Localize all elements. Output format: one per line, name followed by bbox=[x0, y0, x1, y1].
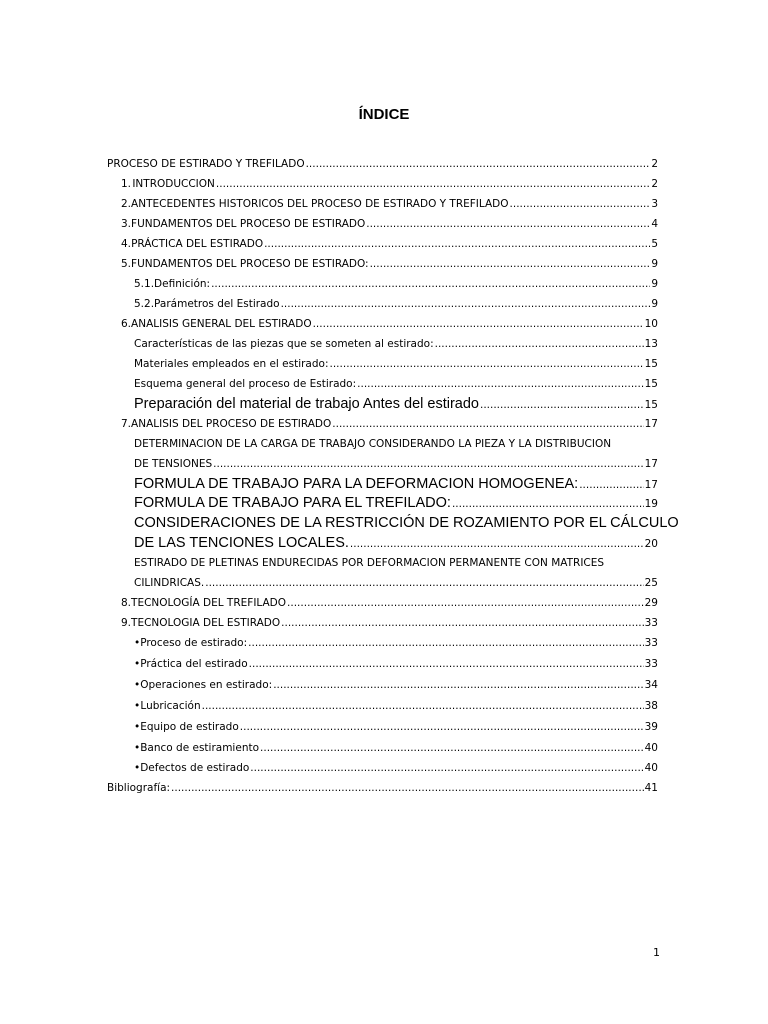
toc-entry[interactable] bbox=[134, 576, 658, 590]
toc-entry-label: Equipo de estirado bbox=[140, 721, 239, 733]
toc-entry-label: Parámetros del Estirado bbox=[154, 298, 280, 310]
toc-entry[interactable] bbox=[121, 596, 658, 610]
toc-entry[interactable] bbox=[121, 217, 658, 231]
toc-entry-page: 2 bbox=[651, 158, 658, 170]
toc-entry-label: Lubricación bbox=[140, 700, 201, 712]
toc-entry-page: 15 bbox=[644, 399, 658, 411]
toc-entry[interactable] bbox=[121, 237, 658, 251]
toc-entry[interactable] bbox=[134, 741, 658, 755]
bullet-icon: • bbox=[134, 721, 141, 733]
toc-entry-page: 38 bbox=[644, 700, 658, 712]
toc-entry-label: FUNDAMENTOS DEL PROCESO DE ESTIRADO bbox=[131, 218, 366, 230]
toc-entry[interactable] bbox=[134, 761, 658, 775]
toc-entry-number: 3. bbox=[121, 218, 132, 230]
toc-entry-page: 17 bbox=[644, 458, 658, 470]
toc-entry[interactable] bbox=[107, 781, 658, 795]
toc-entry[interactable] bbox=[134, 720, 658, 734]
toc-entry[interactable] bbox=[107, 157, 658, 171]
toc-entry-page: 2 bbox=[651, 178, 658, 190]
toc-entry-number: 8. bbox=[121, 597, 132, 609]
toc-entry-page: 9 bbox=[651, 298, 658, 310]
toc-entry-line[interactable] bbox=[134, 437, 658, 451]
toc-entry[interactable] bbox=[134, 337, 658, 351]
toc-entry-page: 13 bbox=[644, 338, 658, 350]
toc-entry-page: 17 bbox=[644, 418, 658, 430]
toc-entry[interactable] bbox=[121, 417, 658, 431]
toc-entry[interactable] bbox=[134, 495, 658, 513]
toc-entry-label: Proceso de estirado: bbox=[140, 637, 248, 649]
toc-entry-page: 40 bbox=[644, 762, 658, 774]
toc-entry-page: 20 bbox=[644, 538, 658, 550]
toc-entry-number: 2. bbox=[121, 198, 132, 210]
toc-entry-number: 4. bbox=[121, 238, 132, 250]
toc-entry-label: ANTECEDENTES HISTORICOS DEL PROCESO DE ESTIRADO Y TREFILADO bbox=[131, 198, 509, 210]
toc-entry-page: 33 bbox=[644, 637, 658, 649]
toc-entry-page: 17 bbox=[644, 479, 658, 491]
bullet-icon: • bbox=[134, 742, 141, 754]
toc-entry-label: Banco de estiramiento bbox=[140, 742, 260, 754]
toc-entry[interactable] bbox=[134, 377, 658, 391]
toc-entry-label: Defectos de estirado bbox=[140, 762, 250, 774]
bullet-icon: • bbox=[134, 658, 141, 670]
toc-entry-page: 19 bbox=[644, 498, 658, 510]
toc-entry-number: 7. bbox=[121, 418, 132, 430]
toc-entry-label: ESTIRADO DE PLETINAS ENDURECIDAS POR DEFORMACION PERMANENTE CON MATRICES bbox=[134, 557, 605, 569]
toc-entry-line[interactable] bbox=[134, 515, 679, 532]
toc-entry-label: PRÁCTICA DEL ESTIRADO bbox=[131, 238, 264, 250]
bullet-icon: • bbox=[134, 762, 141, 774]
toc-entry-label: Definición: bbox=[154, 278, 211, 290]
page-title: ÍNDICE bbox=[358, 106, 410, 123]
toc-entry-label: ANALISIS GENERAL DEL ESTIRADO bbox=[131, 318, 312, 330]
toc-entry-number: 5.2. bbox=[134, 298, 155, 310]
toc-entry-page: 33 bbox=[644, 617, 658, 629]
toc-entry[interactable] bbox=[134, 535, 658, 553]
toc-entry-label: DETERMINACION DE LA CARGA DE TRABAJO CONSIDERANDO LA PIEZA Y LA DISTRIBUCION bbox=[134, 438, 612, 450]
bullet-icon: • bbox=[134, 637, 141, 649]
toc-entry-page: 15 bbox=[644, 378, 658, 390]
bullet-icon: • bbox=[134, 700, 141, 712]
toc-entry[interactable] bbox=[121, 616, 658, 630]
toc-entry-page: 25 bbox=[644, 577, 658, 589]
toc-entry-label: FUNDAMENTOS DEL PROCESO DE ESTIRADO: bbox=[131, 258, 369, 270]
toc-entry-label: Preparación del material de trabajo Antes del estirado bbox=[134, 396, 479, 412]
toc-entry-label: PROCESO DE ESTIRADO Y TREFILADO bbox=[107, 158, 305, 170]
toc-entry[interactable] bbox=[134, 636, 658, 650]
toc-entry-page: 34 bbox=[644, 679, 658, 691]
toc-entry[interactable] bbox=[134, 277, 658, 291]
toc-entry[interactable] bbox=[134, 396, 658, 414]
toc-entry-page: 40 bbox=[644, 742, 658, 754]
toc-entry[interactable] bbox=[121, 257, 658, 271]
toc-entry-label: ANALISIS DEL PROCESO DE ESTIRADO bbox=[131, 418, 332, 430]
toc-entry-label: Operaciones en estirado: bbox=[140, 679, 273, 691]
toc-entry-page: 15 bbox=[644, 358, 658, 370]
toc-entry-label: CONSIDERACIONES DE LA RESTRICCIÓN DE ROZAMIENTO POR EL CÁLCULO bbox=[134, 515, 679, 531]
toc-entry-page: 5 bbox=[651, 238, 658, 250]
toc-entry-page: 33 bbox=[644, 658, 658, 670]
toc-entry-number: 9. bbox=[121, 617, 132, 629]
toc-entry-page: 9 bbox=[651, 278, 658, 290]
toc-entry-label: TECNOLOGÍA DEL TREFILADO bbox=[131, 597, 287, 609]
toc-entry-label: Esquema general del proceso de Estirado: bbox=[134, 378, 357, 390]
toc-entry[interactable] bbox=[134, 657, 658, 671]
toc-entry-label: FORMULA DE TRABAJO PARA EL TREFILADO: bbox=[134, 495, 451, 511]
page-number: 1 bbox=[653, 946, 660, 959]
toc-entry[interactable] bbox=[134, 297, 658, 311]
toc-entry-page: 3 bbox=[651, 198, 658, 210]
toc-entry[interactable] bbox=[134, 476, 658, 494]
toc-entry-page: 39 bbox=[644, 721, 658, 733]
toc-entry[interactable] bbox=[121, 197, 658, 211]
toc-entry-label: FORMULA DE TRABAJO PARA LA DEFORMACION HOMOGENEA: bbox=[134, 476, 579, 492]
toc-entry-label: Bibliografía: bbox=[107, 782, 171, 794]
toc-entry[interactable] bbox=[134, 678, 658, 692]
bullet-icon: • bbox=[134, 679, 141, 691]
toc-entry-number: 1. bbox=[121, 178, 132, 190]
toc-entry-line[interactable] bbox=[134, 556, 658, 570]
toc-entry-number: 5. bbox=[121, 258, 132, 270]
toc-entry-label: TECNOLOGIA DEL ESTIRADO bbox=[131, 617, 281, 629]
toc-entry-page: 9 bbox=[651, 258, 658, 270]
toc-entry-label: DE LAS TENCIONES LOCALES. bbox=[134, 535, 349, 551]
toc-entry-page: 41 bbox=[644, 782, 658, 794]
toc-entry-label: Características de las piezas que se someten al estirado: bbox=[134, 338, 434, 350]
toc-entry-label: DE TENSIONES bbox=[134, 458, 213, 470]
toc-entry-label: INTRODUCCION bbox=[132, 178, 215, 190]
toc-entry[interactable] bbox=[121, 177, 658, 191]
toc-entry-label: Materiales empleados en el estirado: bbox=[134, 358, 329, 370]
toc-entry-label: Práctica del estirado bbox=[140, 658, 248, 670]
toc-entry-number: 5.1. bbox=[134, 278, 155, 290]
toc-entry-page: 29 bbox=[644, 597, 658, 609]
toc-entry-page: 10 bbox=[644, 318, 658, 330]
toc-entry-label: CILINDRICAS. bbox=[134, 577, 205, 589]
toc-entry-number: 6. bbox=[121, 318, 132, 330]
toc-entry-page: 4 bbox=[651, 218, 658, 230]
toc-entry[interactable] bbox=[134, 699, 658, 713]
toc-entry[interactable] bbox=[121, 317, 658, 331]
toc-entry[interactable] bbox=[134, 457, 658, 471]
toc-entry[interactable] bbox=[134, 357, 658, 371]
